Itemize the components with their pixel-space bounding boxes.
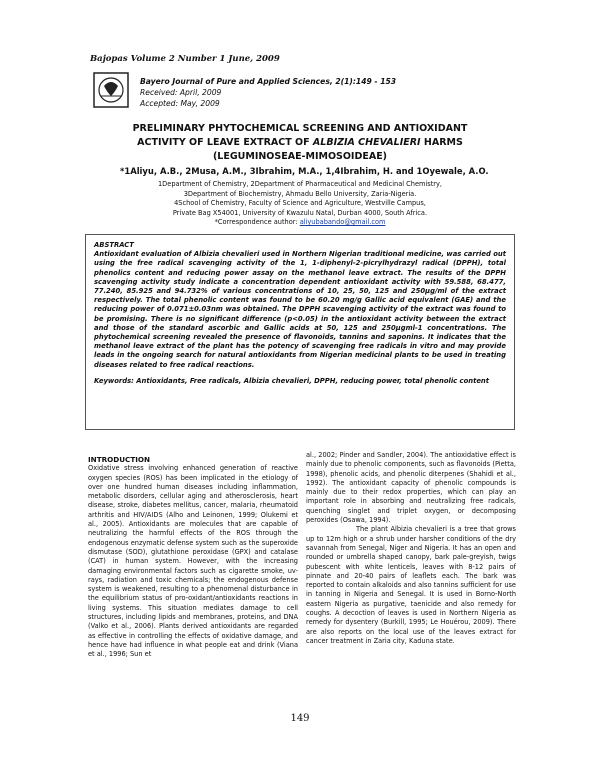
- keywords: Keywords: Antioxidants, Free radicals, Albizia chevalieri, DPPH, reducing power, total phenolic content: [94, 376, 490, 385]
- correspondence: [110, 218, 490, 228]
- affiliation-2: 3Department of Biochemistry, Ahmadu Bello University, Zaria-Nigeria.: [183, 189, 417, 198]
- title-line-2: [100, 136, 500, 150]
- left-column: [88, 455, 298, 660]
- article-title: [100, 122, 500, 164]
- journal-volume-line: Bajopas Volume 2 Number 1 June, 2009: [90, 54, 280, 64]
- accepted-date: Accepted: May, 2009: [140, 99, 220, 108]
- abstract-box: [85, 234, 515, 430]
- abstract-text: Antioxidant evaluation of Albizia chevalieri used in Northern Nigerian traditional medicine, was carried out using the free radical scavenging activity of the 1, 1-diphenyl-2-picrylhydrazyl radical (DPPH), total phenolics content and reducing power assay on the methanol leave extract. The results of the DPPH scavenging activity study indicate a concentration dependent antioxidant activity with 59.588, 68.477, 77.240, 85.925 and 94.732% of various concentrations of 10, 25, 50, 125 and 250μg/ml of the extract respectively. The total phenolic content was found to be 60.20 mg/g Gallic acid equivalent (GAE) and the reducing power of 0.071±0.03nm was obtained. The DPPH scavenging activity of the extract was found to be promising. There is no significant difference (p<0.05) in the antioxidant activity between the extract and those of the standard ascorbic and Gallic acids at 50, 125 and 250μgml-1 concentrations. The phytochemical screening revealed the presence of flavonoids, tannins and saponins. It indicates that the methanol leave extract of the plant has the potency of scavenging free radicals in vitro and may provide leads in the ongoing search for natural antioxidants from Nigerian medicinal plants to be used in treating diseases related to free radical reactions.: [94, 250, 506, 369]
- right-paragraph-2: The plant Albizia chevalieri is a tree that grows up to 12m high or a shrub under harsher conditions of the dry savannah from Senegal, Niger and Nigeria. It has an open and rounded or umbrella shaped canopy, bark pale-greyish, twigs pubescent with white lenticels, leaves with 8-12 pairs of pinnate and 20-40 pairs of leaflets each. The bark was reported to contain alkaloids and also tannins sufficient for use in tanning in Nigeria and Senegal. It is used in Borno-North eastern Nigeria as purgative, taenicide and also remedy for coughs. A decoction of leaves is used in Northern Nigeria as remedy for dysentery (Burkill, 1995; Le Houérou, 2009). There are also reports on the local use of the leaves extract for cancer treatment in Zaria city, Kaduna state.: [306, 525, 516, 645]
- correspondence-label: *Correspondence author:: [214, 218, 300, 227]
- left-paragraph-1: Oxidative stress involving enhanced generation of reactive oxygen species (ROS) has been implicated in the etiology of over one hundred human diseases including inflammation, metabolic disorders, cellular aging and atherosclerosis, heart disease, stroke, diabetes mellitus, cancer, malaria, rheumatoid arthritis and HIV/AIDS (Alho and Leinonen, 1999; Olukemi et al., 2005). Antioxidants are molecules that are capable of neutralizing the harmful effects of the ROS through the endogenous enzymatic defense system such as the superoxide dismutase (SOD), glutathione peroxidase (GPX) and catalase (CAT) in human system. However, with the increasing damaging environmental factors such as cigarette smoke, uv-rays, radiation and toxic chemicals; the endogenous defense system is weakened, resulting to a phenomenal disturbance in the equilibrium status of pro-oxidant/antioxidants reactions in living systems. This situation mediates damage to cell structures, including lipids and membranes, proteins, and DNA (Valko et al., 2006). Plants derived antioxidants are regarded as effective in controlling the effects of oxidative damage, and hence have had influence in what people eat and drink (Viana et al., 1996; Sun et: [88, 464, 298, 659]
- title-line-1: PRELIMINARY PHYTOCHEMICAL SCREENING AND ANTIOXIDANT: [132, 123, 468, 134]
- journal-name: Bayero Journal of Pure and Applied Sciences, 2(1):149 - 153: [140, 77, 397, 86]
- affiliation-4: Private Bag X54001, University of Kwazulu Natal, Durban 4000, South Africa.: [172, 208, 428, 217]
- correspondence-email-link[interactable]: aliyubabando@gmail.com: [299, 218, 386, 227]
- journal-logo-icon: [93, 72, 129, 108]
- right-column: [306, 451, 516, 646]
- author-list: *1Aliyu, A.B., 2Musa, A.M., 3Ibrahim, M.A., 1,4Ibrahim, H. and 1Oyewale, A.O.: [120, 166, 489, 176]
- title-line-2-pre: ACTIVITY OF LEAVE EXTRACT OF: [137, 137, 313, 148]
- title-line-3: (LEGUMINOSEAE-MIMOSOIDEAE): [212, 151, 388, 162]
- page-number: 149: [290, 713, 310, 724]
- affiliation-1: 1Department of Chemistry, 2Department of Pharmaceutical and Medicinal Chemistry,: [157, 180, 443, 188]
- affiliations: [110, 180, 490, 228]
- affiliation-3: 4School of Chemistry, Faculty of Science and Agriculture, Westville Campus,: [174, 199, 426, 208]
- abstract-heading: ABSTRACT: [94, 241, 134, 249]
- title-line-2-post: HARMS: [420, 137, 463, 148]
- introduction-heading: INTRODUCTION: [88, 455, 151, 464]
- journal-info: [140, 76, 396, 109]
- title-species: ALBIZIA CHEVALIERI: [312, 137, 421, 148]
- received-date: Received: April, 2009: [140, 88, 222, 97]
- right-paragraph-1: al., 2002; Pinder and Sandler, 2004). The antioxidative effect is mainly due to phenolic components, such as flavonoids (Pietta, 1998), phenolic acids, and phenolic diterpenes (Shahidi et al., 1992). The antioxidant capacity of phenolic compounds is mainly due to their redox properties, which can play an important role in absorbing and neutralizing free radicals, quenching singlet and triplet oxygen, or decomposing peroxides (Osawa, 1994).: [306, 451, 516, 525]
